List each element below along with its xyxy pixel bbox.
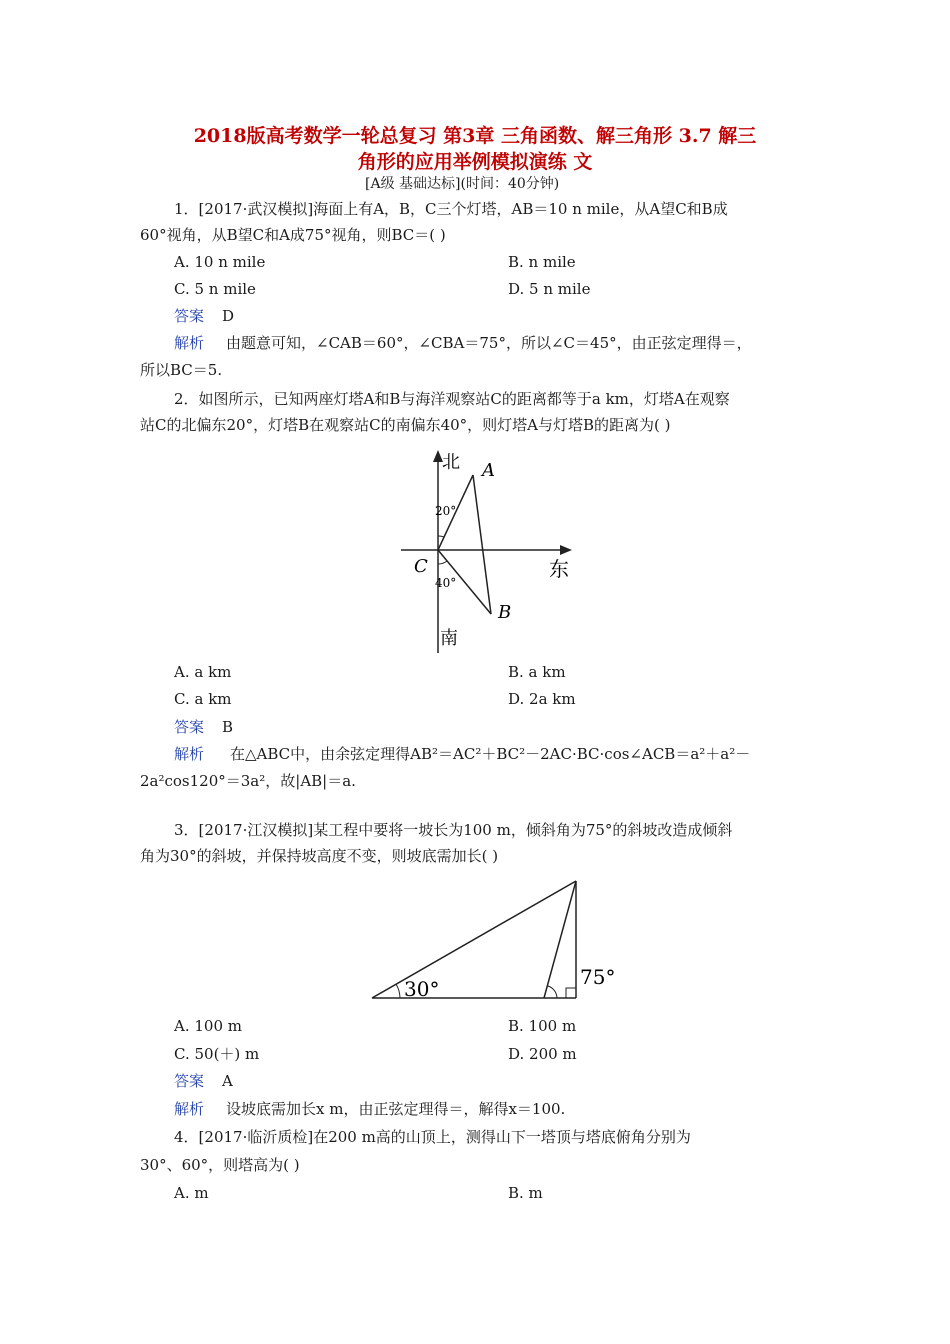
q1-option-a: A. 10 n mile [174, 253, 266, 271]
point-b-label: B [498, 602, 512, 623]
angle-75-label: 75° [580, 965, 616, 989]
angle-arc-20 [438, 536, 444, 537]
q3-option-a: A. 100 m [174, 1017, 242, 1035]
doc-title-line2: 角形的应用举例模拟演练 文 [357, 151, 593, 173]
segment-ab [473, 475, 491, 614]
q2-explanation-label: 解析 [174, 745, 205, 763]
q3-explanation-label: 解析 [174, 1100, 205, 1118]
old-slope-line [544, 881, 576, 998]
q2-answer: B [222, 718, 234, 736]
section-subtitle: [A级 基础达标](时间：40分钟) [365, 176, 560, 192]
q1-option-b: B. n mile [508, 253, 576, 271]
angle-arc-30 [396, 984, 400, 998]
angle-arc-40 [438, 561, 447, 564]
q2-answer-label: 答案 [174, 718, 205, 736]
q1-stem-line2: 60°视角，从B望C和A成75°视角，则BC＝( ) [140, 226, 446, 244]
q2-option-d: D. 2a km [508, 690, 576, 708]
q3-stem-line2: 角为30°的斜坡，并保持坡高度不变，则坡底需加长( ) [140, 847, 499, 865]
q4-stem-line2: 30°、60°，则塔高为( ) [140, 1156, 300, 1174]
q2-stem-line2: 站C的北偏东20°，灯塔B在观察站C的南偏东40°，则灯塔A与灯塔B的距离为( ) [140, 416, 671, 434]
q3-answer: A [222, 1072, 233, 1090]
south-label: 南 [440, 628, 458, 649]
q2-option-a: A. a km [174, 663, 232, 681]
q2-stem-line1: 2．如图所示，已知两座灯塔A和B与海洋观察站C的距离都等于a km，灯塔A在观察 [174, 390, 730, 408]
q3-answer-label: 答案 [174, 1072, 205, 1090]
right-angle-mark [566, 988, 576, 998]
q1-explanation-line2: 所以BC＝5. [140, 361, 223, 379]
q1-option-d: D. 5 n mile [508, 280, 591, 298]
lighthouse-figure [398, 448, 583, 658]
q4-stem-line1: 4．[2017·临沂质检]在200 m高的山顶上，测得山下一塔顶与塔底俯角分别为 [174, 1128, 691, 1146]
angle-40-label: 40° [435, 576, 457, 590]
q3-option-d: D. 200 m [508, 1045, 577, 1063]
q3-stem-line1: 3．[2017·江汉模拟]某工程中要将一坡长为100 m，倾斜角为75°的斜坡改造成倾斜 [174, 821, 733, 839]
q2-option-b: B. a km [508, 663, 566, 681]
q3-option-c: C. 50(＋) m [174, 1045, 260, 1063]
point-c-label: C [414, 556, 428, 577]
q1-explanation-line1: 由题意可知，∠CAB＝60°，∠CBA＝75°，所以∠C＝45°，由正弦定理得＝， [226, 334, 752, 352]
q3-explanation-line1: 设坡底需加长x m，由正弦定理得＝，解得x＝100. [226, 1100, 566, 1118]
q3-option-b: B. 100 m [508, 1017, 577, 1035]
point-a-label: A [482, 460, 495, 481]
doc-title-line1: 2018版高考数学一轮总复习 第3章 三角函数、解三角形 3.7 解三 [193, 125, 757, 147]
q2-explanation-line1: 在△ABC中，由余弦定理得AB²＝AC²＋BC²－2AC·BC·cos∠ACB＝a²＋a²－ [230, 745, 751, 763]
north-label: 北 [442, 452, 460, 473]
q4-option-b: B. m [508, 1184, 543, 1202]
east-arrow-head [560, 545, 572, 555]
q2-explanation-line2: 2a²cos120°＝3a²，故|AB|＝a. [140, 772, 356, 790]
q2-option-c: C. a km [174, 690, 232, 708]
q1-answer: D [222, 307, 235, 325]
q1-option-c: C. 5 n mile [174, 280, 256, 298]
q1-stem-line1: 1．[2017·武汉模拟]海面上有A，B，C三个灯塔，AB＝10 n mile，从A望C和B成 [174, 200, 728, 218]
slope-figure [366, 878, 620, 1008]
angle-20-label: 20° [435, 504, 457, 518]
angle-30-label: 30° [404, 977, 440, 1001]
angle-arc-75 [548, 986, 557, 998]
new-slope-line [372, 881, 576, 998]
q4-option-a: A. m [174, 1184, 209, 1202]
east-label: 东 [549, 557, 569, 581]
q1-explanation-label: 解析 [174, 334, 205, 352]
q1-answer-label: 答案 [174, 307, 205, 325]
